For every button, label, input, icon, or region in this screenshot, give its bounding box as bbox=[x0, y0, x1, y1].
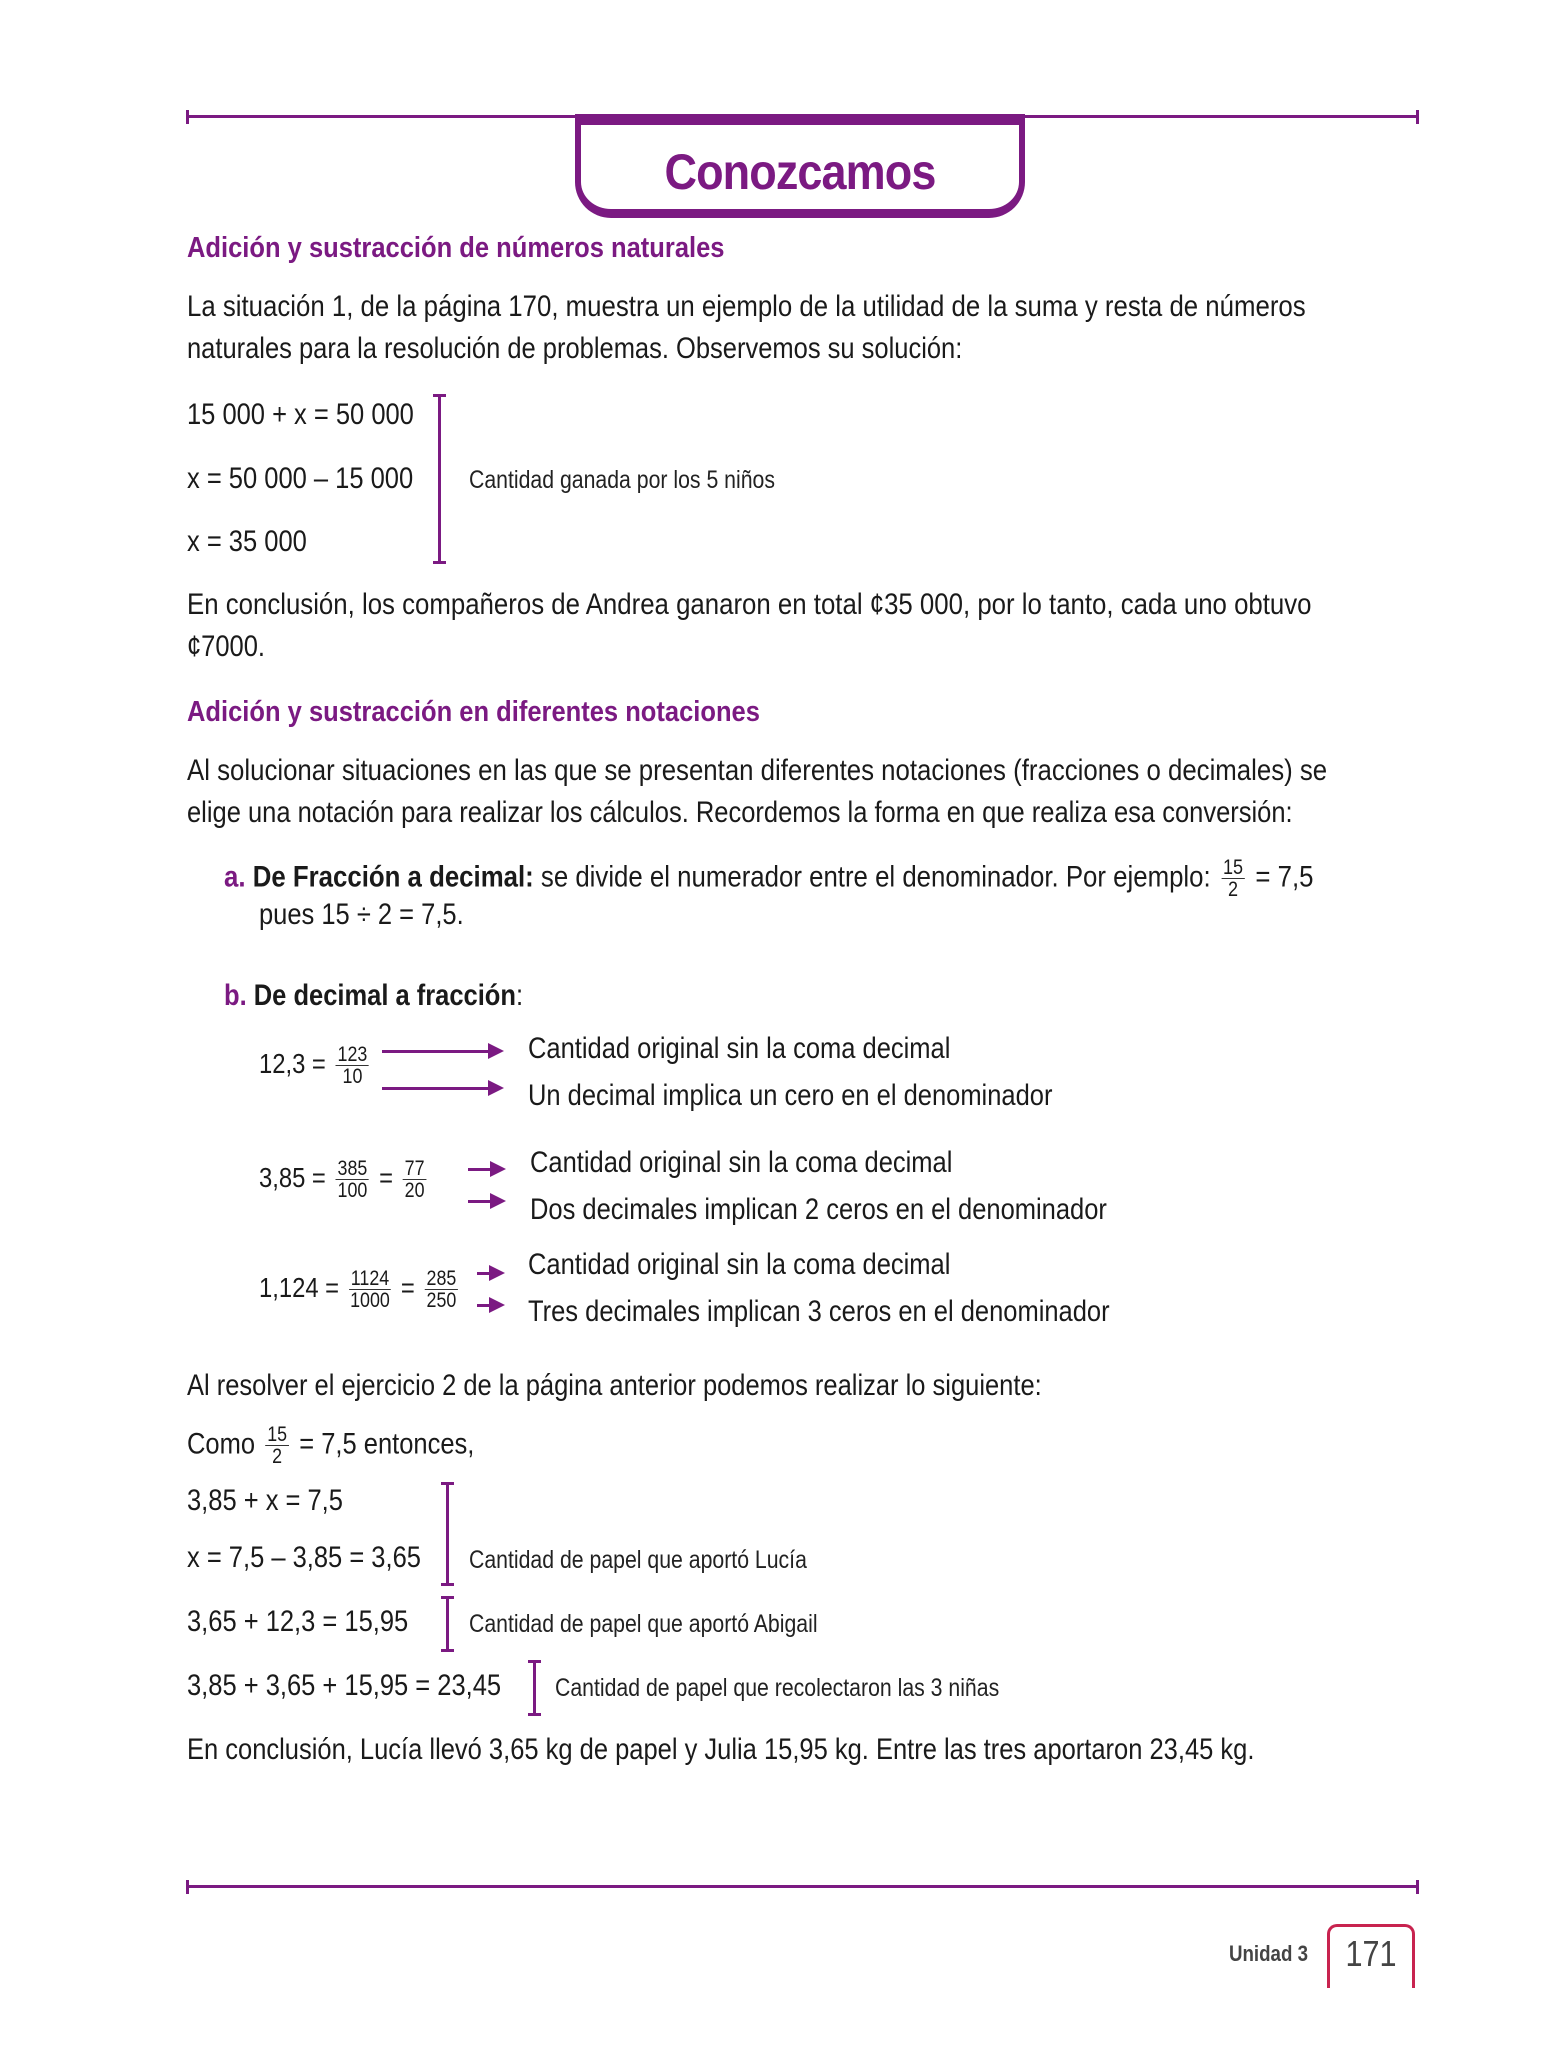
example-12-3: 12,3 = $\frac{123}{10}$ bbox=[259, 1043, 368, 1088]
item-a-marker: a. bbox=[224, 860, 246, 894]
fraction-285-250: $\frac{285}{250}$ bbox=[426, 1267, 457, 1312]
conclusion-line-1: En conclusión, los compañeros de Andrea ganaron en total ¢35 000, por lo tanto, cada uno obtuvo bbox=[187, 588, 1312, 621]
fraction-15-2: $\frac{15}{2}$ bbox=[267, 1423, 288, 1468]
note-abigail: Cantidad de papel que aportó Abigail bbox=[469, 1610, 818, 1638]
top-rule-cap-left bbox=[186, 110, 189, 124]
item-a-title: De Fracción a decimal: bbox=[252, 860, 534, 894]
intro-line-1: La situación 1, de la página 170, muestra un ejemplo de la utilidad de la suma y resta de números bbox=[187, 290, 1306, 323]
exercise-intro: Al resolver el ejercicio 2 de la página anterior podemos realizar lo siguiente: bbox=[187, 1369, 1042, 1402]
example-3-85-note-1: Cantidad original sin la coma decimal bbox=[530, 1146, 953, 1179]
notations-line-2: elige una notación para realizar los cálculos. Recordemos la forma en que realiza esa conversión: bbox=[187, 796, 1293, 829]
page-number: 171 bbox=[1345, 1933, 1397, 1974]
como-line: Como $\frac{15}{2}$ = 7,5 entonces, bbox=[187, 1423, 475, 1468]
item-a-line-2: pues 15 ÷ 2 = 7,5. bbox=[259, 898, 464, 931]
item-b-marker: b. bbox=[224, 979, 247, 1012]
conclusion-line-2: ¢7000. bbox=[187, 630, 266, 663]
section-title: Conozcamos bbox=[664, 144, 936, 200]
example-3-85-note-2: Dos decimales implican 2 ceros en el denominador bbox=[530, 1193, 1107, 1226]
intro-line-2: naturales para la resolución de problemas. Observemos su solución: bbox=[187, 332, 963, 365]
notations-line-1: Al solucionar situaciones en las que se presentan diferentes notaciones (fracciones o decimales) se bbox=[187, 754, 1328, 787]
fraction-15-2: $\frac{15}{2}$ bbox=[1223, 856, 1244, 901]
bottom-rule-cap-right bbox=[1416, 1880, 1419, 1894]
heading-notations: Adición y sustracción en diferentes notaciones bbox=[187, 696, 760, 728]
bottom-rule bbox=[187, 1885, 1418, 1888]
arrow-icon bbox=[382, 1050, 500, 1053]
step-4: 3,85 + 3,65 + 15,95 = 23,45 bbox=[187, 1669, 502, 1702]
equation-3: x = 35 000 bbox=[187, 525, 307, 558]
heading-natural-numbers: Adición y sustracción de números naturales bbox=[187, 232, 725, 264]
equation-2: x = 50 000 – 15 000 bbox=[187, 462, 414, 495]
unit-label: Unidad 3 bbox=[1229, 1941, 1308, 1966]
top-rule-cap-right bbox=[1416, 110, 1419, 124]
example-12-3-note-1: Cantidad original sin la coma decimal bbox=[528, 1032, 951, 1065]
item-b-title: De decimal a fracción bbox=[253, 979, 516, 1012]
arrow-icon bbox=[382, 1087, 500, 1090]
page-number-box bbox=[1327, 1924, 1415, 1988]
example-12-3-note-2: Un decimal implica un cero en el denominador bbox=[528, 1079, 1053, 1112]
section-title-box bbox=[575, 114, 1025, 218]
final-conclusion: En conclusión, Lucía llevó 3,65 kg de papel y Julia 15,95 kg. Entre las tres aportaron 23,45 kg. bbox=[187, 1733, 1255, 1766]
fraction-123-10: $\frac{123}{10}$ bbox=[337, 1043, 368, 1088]
arrow-icon bbox=[468, 1168, 502, 1171]
equation-1: 15 000 + x = 50 000 bbox=[187, 398, 414, 431]
arrow-icon bbox=[468, 1200, 502, 1203]
fraction-385-100: $\frac{385}{100}$ bbox=[337, 1157, 368, 1202]
bracket-note: Cantidad ganada por los 5 niños bbox=[469, 466, 775, 494]
bottom-rule-cap-left bbox=[186, 1880, 189, 1894]
bracket-lucia bbox=[446, 1482, 449, 1586]
step-1: 3,85 + x = 7,5 bbox=[187, 1484, 343, 1517]
fraction-77-20: $\frac{77}{20}$ bbox=[404, 1157, 425, 1202]
example-1-124-note-2: Tres decimales implican 3 ceros en el denominador bbox=[528, 1295, 1110, 1328]
arrow-icon bbox=[477, 1272, 501, 1275]
example-3-85: 3,85 = $\frac{385}{100}$ = $\frac{77}{20}$ bbox=[259, 1157, 425, 1202]
arrow-icon bbox=[477, 1304, 501, 1307]
fraction-1124-1000: $\frac{1124}{1000}$ bbox=[350, 1267, 390, 1312]
item-a bbox=[224, 857, 1314, 900]
bracket-abigail bbox=[446, 1596, 449, 1652]
bracket-total bbox=[533, 1660, 536, 1716]
example-1-124-note-1: Cantidad original sin la coma decimal bbox=[528, 1248, 951, 1281]
step-3: 3,65 + 12,3 = 15,95 bbox=[187, 1605, 409, 1638]
note-lucia: Cantidad de papel que aportó Lucía bbox=[469, 1546, 807, 1574]
item-a-result: = 7,5 bbox=[1255, 860, 1314, 894]
item-a-text: se divide el numerador entre el denominador. Por ejemplo: bbox=[533, 860, 1211, 894]
example-1-124: 1,124 = $\frac{1124}{1000}$ = $\frac{285}{250}$ bbox=[259, 1267, 457, 1312]
step-2: x = 7,5 – 3,85 = 3,65 bbox=[187, 1541, 421, 1574]
note-total: Cantidad de papel que recolectaron las 3 niñas bbox=[555, 1674, 1000, 1702]
bracket-equations bbox=[438, 394, 441, 564]
item-b: b. De decimal a fracción: bbox=[224, 979, 524, 1012]
